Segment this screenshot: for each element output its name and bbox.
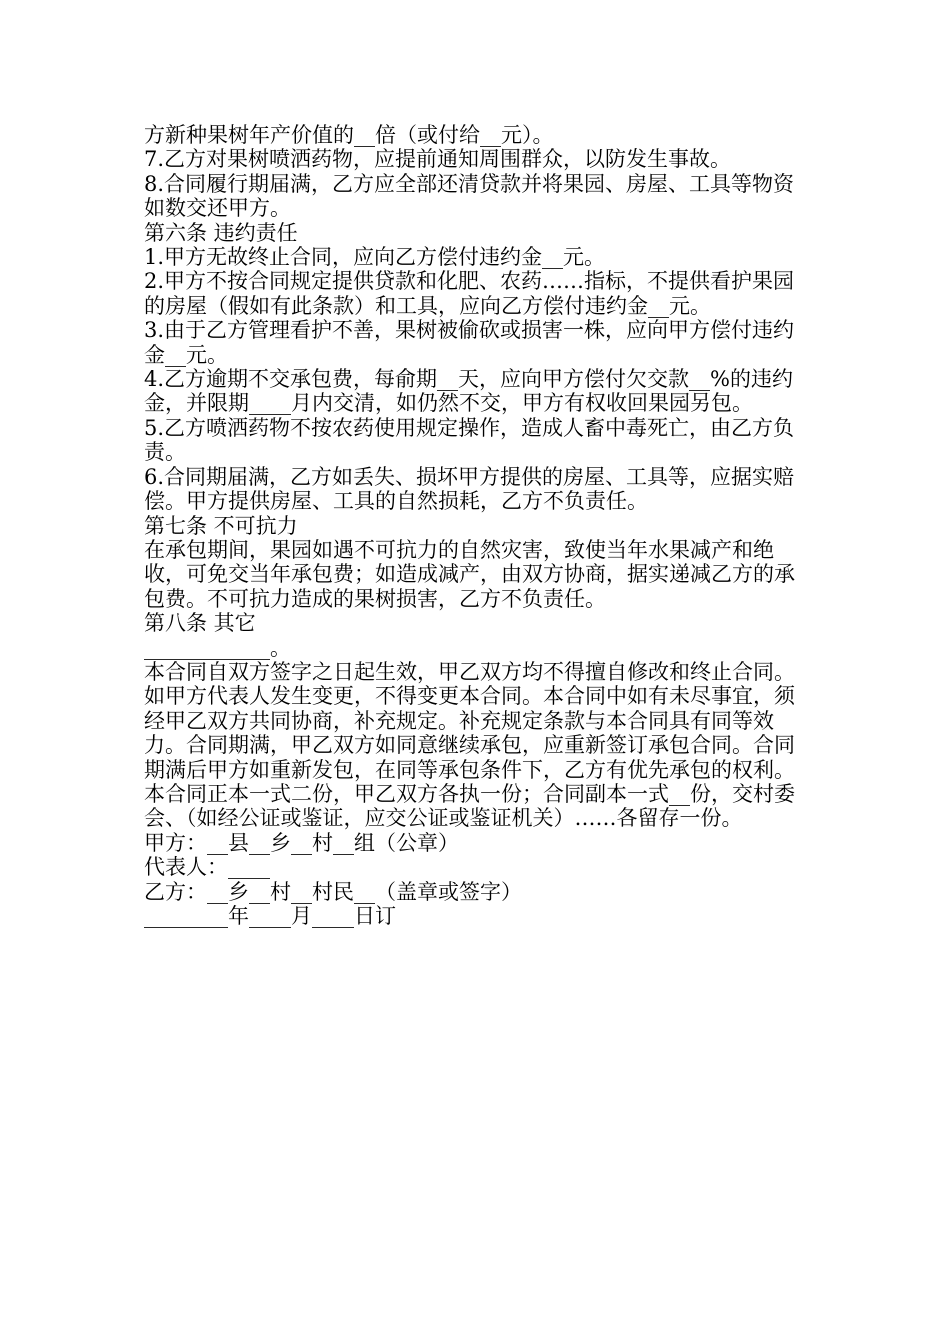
blank-line: ____________。	[144, 635, 291, 660]
section-heading-force-majeure: 第七条 不可抗力	[144, 513, 298, 538]
breach-item-5: 5.乙方喷洒药物不按农药使用规定操作，造成人畜中毒死亡，由乙方负责。	[144, 415, 795, 465]
breach-item-6: 6.合同期届满，乙方如丢失、损坏甲方提供的房屋、工具等，应据实赔偿。甲方提供房屋、工具的自然损耗，乙方不负责任。	[144, 464, 795, 514]
section-heading-other: 第八条 其它	[144, 611, 256, 636]
document-body	[144, 123, 810, 928]
date-line: ________年____月____日订	[144, 904, 396, 928]
force-majeure-text: 在承包期间，果园如遇不可抗力的自然灾害，致使当年水果减产和绝收，可免交当年承包费；如造成减产，由双方协商，据实递减乙方的承包费。不可抗力造成的果树损害，乙方不负责任。	[144, 537, 795, 611]
representative-signature: 代表人：____	[144, 855, 270, 880]
clause-item-7: 7.乙方对果树喷洒药物，应提前通知周围群众，以防发生事故。	[144, 147, 732, 172]
copies-text: 本合同正本一式二份，甲乙双方各执一份；合同副本一式__份，交村委会、（如经公证或鉴证，应交公证或鉴证机关）……各留存一份。	[144, 781, 795, 831]
clause-text: 方新种果树年产价值的__倍（或付给__元）。	[144, 123, 554, 147]
clause-item-8: 8.合同履行期届满，乙方应全部还清贷款并将果园、房屋、工具等物资如数交还甲方。	[144, 171, 795, 221]
party-b-signature: 乙方：__乡__村__村民__（盖章或签字）	[144, 879, 522, 904]
effectiveness-text: 本合同自双方签字之日起生效，甲乙双方均不得擅自修改和终止合同。如甲方代表人发生变更，不得变更本合同。本合同中如有未尽事宜，须经甲乙双方共同协商，补充规定。补充规定条款与本合同具有同等效力。合同期满，甲乙双方如同意继续承包，应重新签订承包合同。合同期满后甲方如重新发包，在同等承包条件下，乙方有优先承包的权利。	[144, 659, 795, 782]
breach-item-3: 3.由于乙方管理看护不善，果树被偷砍或损害一株，应向甲方偿付违约金__元。	[144, 318, 795, 367]
breach-item-4: 4.乙方逾期不交承包费，每俞期__天，应向甲方偿付欠交款__%的违约金，并限期____月内交清，如仍然不交，甲方有权收回果园另包。	[144, 367, 793, 416]
breach-item-1: 1.甲方无故终止合同，应向乙方偿付违约金__元。	[144, 245, 606, 270]
breach-item-2: 2.甲方不按合同规定提供贷款和化肥、农药……指标，不提供看护果园的房屋（假如有此条款）和工具，应向乙方偿付违约金__元。	[144, 269, 795, 318]
party-a-signature: 甲方：__县__乡__村__组（公章）	[144, 830, 459, 855]
section-heading-breach: 第六条 违约责任	[144, 220, 298, 245]
